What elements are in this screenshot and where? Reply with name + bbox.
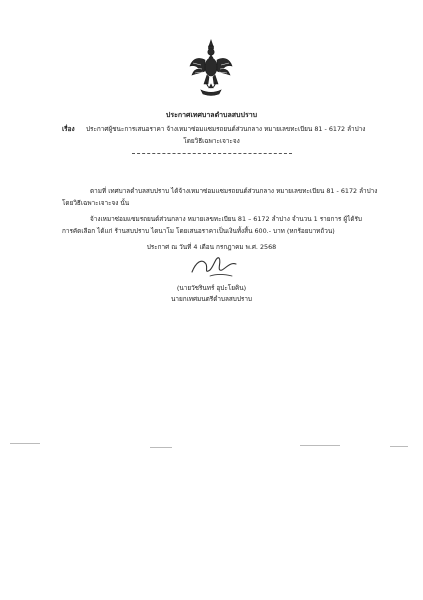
divider-line (132, 153, 292, 154)
garuda-emblem-icon (189, 38, 233, 98)
scan-speck (150, 447, 172, 448)
signer-position: นายกเทศมนตรีตำบลสบปราบ (171, 295, 252, 303)
subject-label: เรื่อง (62, 125, 75, 133)
paragraph-2-line-1: จ้างเหมาซ่อมแซมรถยนต์ส่วนกลาง หมายเลขทะเบียน 81 – 6172 ลำปาง จำนวน 1 รายการ ผู้ได้รับ (90, 215, 362, 223)
paragraph-2-line-2: การคัดเลือก ได้แก่ ร้านสบปราบ ไดนาโม โดยเสนอราคาเป็นเงินทั้งสิ้น 600.- บาท (หกร้อยบาทถ้วน) (62, 227, 335, 235)
scan-speck (390, 446, 408, 447)
scan-speck (10, 443, 40, 444)
signature-icon (186, 252, 242, 280)
announcement-date-line: ประกาศ ณ วันที่ 4 เดือน กรกฎาคม พ.ศ. 2568 (146, 243, 277, 251)
scan-speck (300, 445, 340, 446)
signer-name: (นายวัชรินทร์ อุปะโยคิน) (176, 284, 247, 292)
paragraph-1-line-1: ตามที่ เทศบาลตำบลสบปราบ ได้จ้างเหมาซ่อมแซมรถยนต์ส่วนกลาง หมายเลขทะเบียน 81 - 6172 ลำปาง (90, 187, 378, 195)
subject-text-line2: โดยวิธีเฉพาะเจาะจง (183, 137, 240, 145)
subject-text: ประกาศผู้ชนะการเสนอราคา จ้างเหมาซ่อมแซมรถยนต์ส่วนกลาง หมายเลขทะเบียน 81 - 6172 ลำปาง (86, 125, 366, 133)
document-title: ประกาศเทศบาลตำบลสบปราบ (165, 111, 258, 119)
paragraph-1-line-2: โดยวิธีเฉพาะเจาะจง นั้น (62, 199, 130, 207)
